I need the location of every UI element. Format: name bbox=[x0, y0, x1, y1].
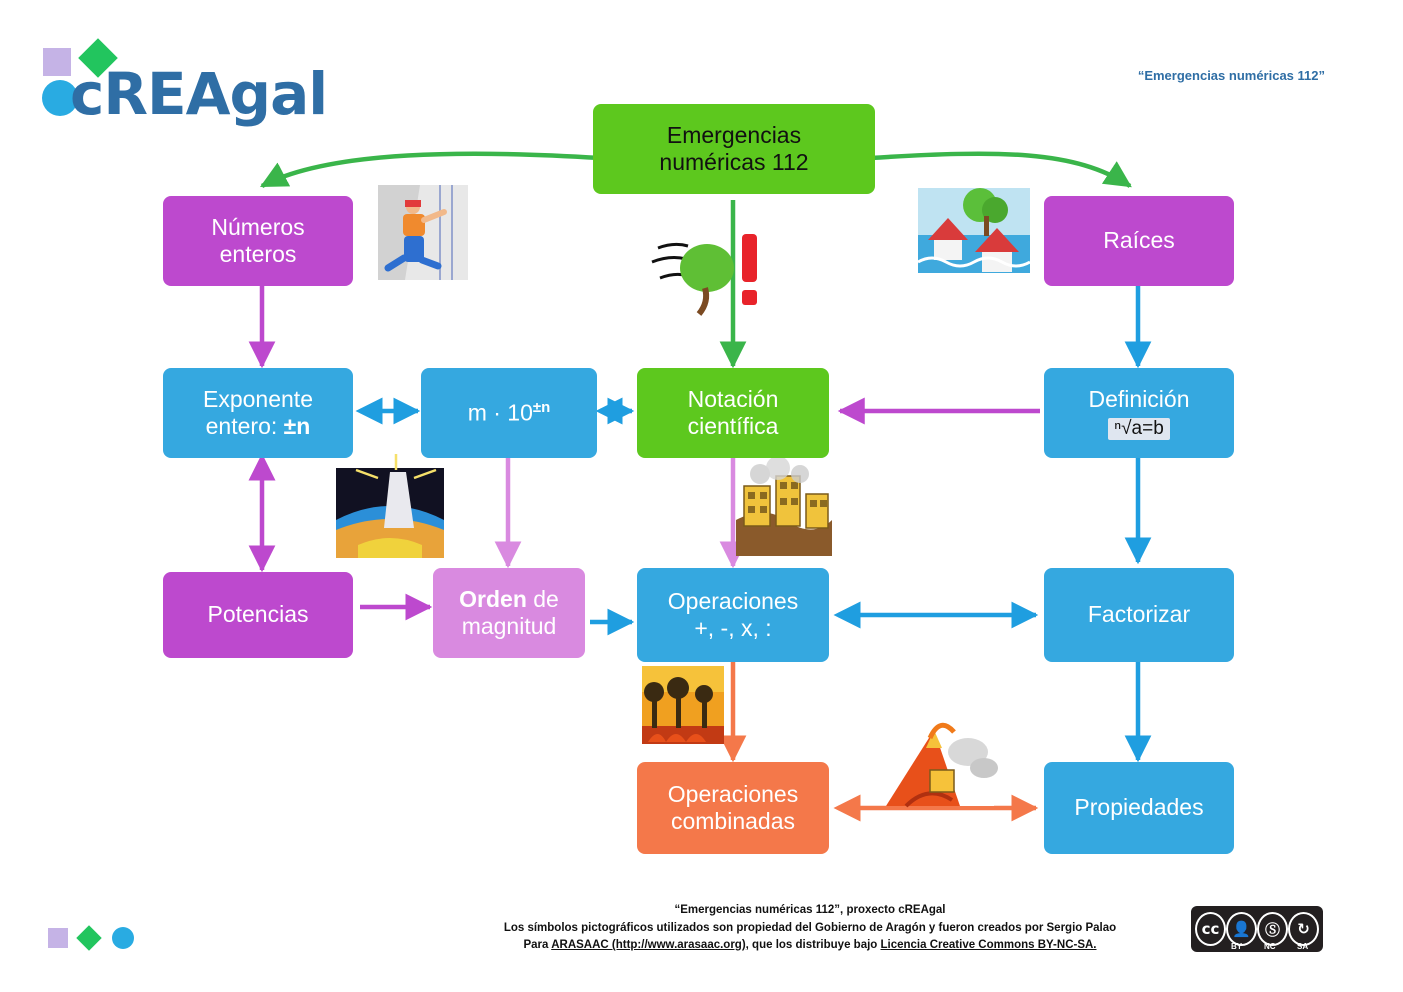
cc-label-by: BY bbox=[1231, 942, 1243, 951]
cc-nc-icon: Ⓢ bbox=[1257, 912, 1288, 946]
collapsed-buildings-image bbox=[736, 456, 832, 556]
volcano-eruption-image bbox=[886, 725, 998, 806]
footer-credits bbox=[440, 902, 1180, 954]
node-orden-rest: de magnitud bbox=[461, 585, 559, 639]
node-root-line1: Emergencias bbox=[666, 121, 802, 148]
footer-line3-mid: , que los distribuye bajo bbox=[745, 938, 881, 951]
footer-line-3 bbox=[440, 937, 1180, 954]
node-propiedades-label: Propiedades bbox=[1074, 794, 1204, 821]
node-notacion-line2: científica bbox=[687, 413, 779, 439]
footer-square-icon bbox=[48, 928, 68, 948]
edge-root-to-raices bbox=[870, 154, 1130, 186]
node-root[interactable] bbox=[593, 104, 875, 194]
node-mantisa-prefix: m · 10 bbox=[467, 399, 533, 426]
node-exponente-line2-bold: ±n bbox=[283, 413, 311, 439]
footer-line3-prefix: Para bbox=[523, 938, 552, 951]
cc-icon: cc bbox=[1195, 912, 1226, 946]
node-definicion-formula: ⁿ√a=b bbox=[1108, 418, 1170, 440]
logo-wordmark: cREAgal bbox=[70, 60, 328, 128]
footer-circle-icon bbox=[112, 927, 134, 949]
node-combinadas-line1: Operaciones bbox=[667, 780, 799, 807]
footer-diamond-icon bbox=[76, 925, 101, 950]
cc-label-nc: NC bbox=[1264, 942, 1276, 951]
node-operaciones[interactable] bbox=[637, 568, 829, 662]
arasaac-link[interactable]: ARASAAC (http://www.arasaac.org) bbox=[551, 938, 746, 951]
node-factorizar-label: Factorizar bbox=[1087, 601, 1191, 628]
license-link[interactable]: Licencia Creative Commons BY-NC-SA. bbox=[880, 938, 1097, 951]
node-enteros-line2: enteros bbox=[219, 241, 297, 267]
node-notacion-cientifica[interactable] bbox=[637, 368, 829, 458]
node-definicion[interactable] bbox=[1044, 368, 1234, 458]
forest-fire-image bbox=[642, 666, 724, 744]
node-raices[interactable] bbox=[1044, 196, 1234, 286]
flooded-houses-image bbox=[918, 188, 1030, 273]
node-numeros-enteros[interactable] bbox=[163, 196, 353, 286]
node-operaciones-combinadas[interactable] bbox=[637, 762, 829, 854]
node-potencias[interactable] bbox=[163, 572, 353, 658]
rock-climber-image bbox=[378, 185, 468, 280]
node-notacion-line1: Notación bbox=[687, 385, 779, 412]
node-raices-label: Raíces bbox=[1103, 227, 1175, 254]
node-factorizar[interactable] bbox=[1044, 568, 1234, 662]
node-operaciones-line2: +, -, x, : bbox=[694, 615, 772, 641]
edge-root-to-enteros bbox=[262, 154, 600, 186]
cc-sa-icon: ↻ bbox=[1288, 912, 1319, 946]
node-potencias-label: Potencias bbox=[207, 601, 309, 628]
node-combinadas-line2: combinadas bbox=[670, 808, 795, 834]
node-exponente-line1: Exponente bbox=[203, 385, 313, 412]
node-orden-magnitud[interactable] bbox=[433, 568, 585, 658]
footer-line-1: “Emergencias numéricas 112”, proxecto cREAgal bbox=[674, 904, 946, 917]
header-title: “Emergencias numéricas 112” bbox=[1137, 68, 1325, 83]
footer-line-2: Los símbolos pictográficos utilizados son propiedad del Gobierno de Aragón y fueron creados por Sergio Palao bbox=[503, 921, 1117, 934]
node-enteros-line1: Números bbox=[211, 213, 305, 240]
cc-by-icon: 👤 bbox=[1226, 912, 1257, 946]
node-mantisa[interactable] bbox=[421, 368, 597, 458]
node-exponente-line2-prefix: entero: bbox=[205, 413, 284, 439]
node-mantisa-exponent: ±n bbox=[532, 399, 551, 417]
cc-label-sa: SA bbox=[1297, 942, 1309, 951]
footer-logo-marks bbox=[48, 926, 168, 952]
node-operaciones-line1: Operaciones bbox=[667, 587, 799, 614]
node-root-line2: numéricas 112 bbox=[659, 149, 809, 175]
node-exponente-entero[interactable] bbox=[163, 368, 353, 458]
node-propiedades[interactable] bbox=[1044, 762, 1234, 854]
storm-fallen-tree-image bbox=[652, 234, 757, 314]
creative-commons-badge[interactable] bbox=[1191, 906, 1323, 952]
meteorite-impact-image bbox=[336, 454, 444, 558]
node-definicion-label: Definición bbox=[1088, 385, 1190, 412]
node-orden-bold: Orden bbox=[459, 585, 527, 612]
